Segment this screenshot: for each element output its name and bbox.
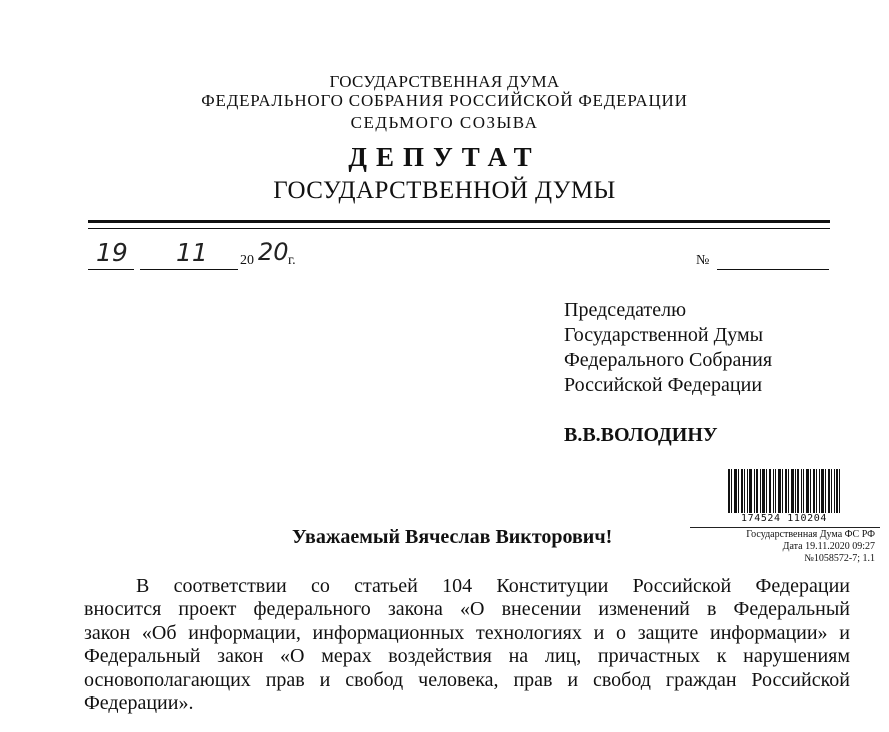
- body-line: вносится проект федерального закона «О внесении изменений в Федеральный: [84, 598, 850, 621]
- body-line: В соответствии со статьей 104 Конституции Российской Федерации: [136, 575, 850, 597]
- stamp-rule: [690, 527, 880, 528]
- stamp-line-organization: Государственная Дума ФС РФ: [746, 529, 875, 540]
- letterhead-line-3: СЕДЬМОГО СОЗЫВА: [350, 113, 539, 132]
- barcode-image: [728, 469, 840, 513]
- date-year-abbrev: г.: [288, 253, 296, 268]
- body-line: основополагающих прав и свобод человека, прав и свобод граждан Российской: [84, 668, 850, 691]
- body-line: Федеральный закон «О мерах воздействия на лиц, причастных к нарушениям: [84, 645, 850, 668]
- date-year-suffix: 20: [258, 238, 289, 266]
- date-month: 11: [176, 238, 208, 267]
- stamp-line-number: №1058572-7; 1.1: [804, 553, 875, 564]
- letterhead-line-1: ГОСУДАРСТВЕННАЯ ДУМА: [329, 72, 560, 91]
- recipient-name: В.В.ВОЛОДИНУ: [564, 424, 718, 446]
- body-line: закон «Об информации, информационных технологиях и о защите информации» и: [84, 621, 850, 644]
- body-line: Федерации».: [84, 692, 194, 715]
- date-day: 19: [96, 238, 128, 267]
- letter-body: [84, 575, 850, 715]
- barcode-number: 174524 110204: [740, 513, 828, 524]
- addressee-line: Российской Федерации: [564, 374, 763, 396]
- addressee-line: Государственной Думы: [564, 324, 764, 346]
- date-year-prefix: 20: [240, 253, 254, 268]
- date-day-line: [88, 269, 134, 270]
- letterhead-subtitle: ГОСУДАРСТВЕННОЙ ДУМЫ: [273, 177, 616, 204]
- stamp-text: [690, 529, 875, 565]
- number-line: [717, 269, 829, 270]
- number-label: №: [696, 253, 710, 268]
- addressee-line: Председателю: [564, 299, 687, 321]
- header-rule-thin: [88, 228, 830, 229]
- stamp-line-date: Дата 19.11.2020 09:27: [782, 541, 875, 552]
- date-month-line: [140, 269, 238, 270]
- addressee-line: Федерального Собрания: [564, 349, 773, 371]
- header-rule-thick: [88, 220, 830, 223]
- letterhead-line-2: ФЕДЕРАЛЬНОГО СОБРАНИЯ РОССИЙСКОЙ ФЕДЕРАЦИИ: [201, 91, 688, 110]
- addressee-block: [564, 298, 772, 398]
- letterhead-title: ДЕПУТАТ: [348, 142, 541, 172]
- greeting: Уважаемый Вячеслав Викторович!: [292, 526, 613, 548]
